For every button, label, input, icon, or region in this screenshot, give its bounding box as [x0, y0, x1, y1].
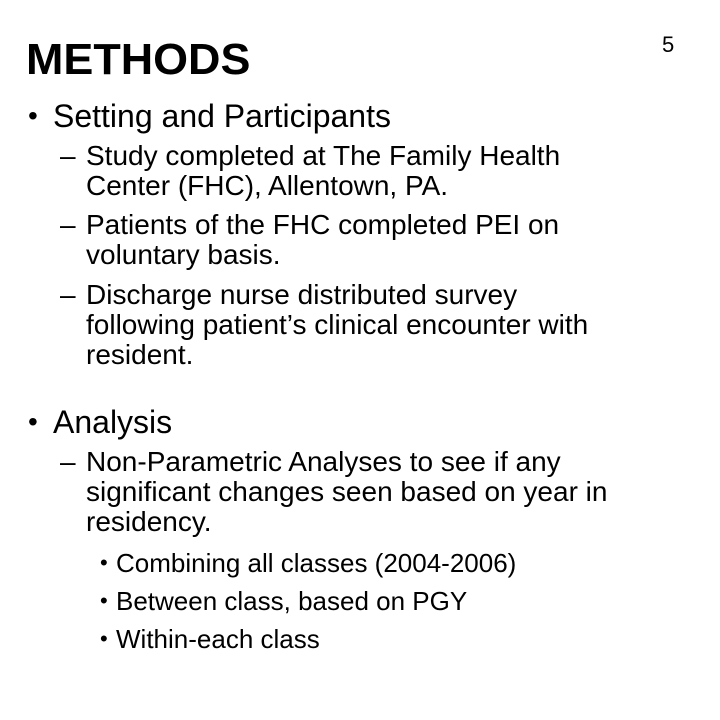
section-heading-text: Setting and Participants	[53, 98, 391, 134]
text-line: significant changes seen based on year in	[86, 476, 608, 507]
page-number: 5	[662, 32, 675, 57]
list-item-text	[86, 447, 607, 537]
text-line: Patients of the FHC completed PEI on	[86, 209, 560, 240]
dash-icon: –	[60, 446, 76, 477]
slide-title: METHODS	[26, 35, 251, 84]
bullet-icon: •	[28, 406, 38, 437]
subitem-text: Within-each class	[116, 624, 320, 654]
text-line: Discharge nurse distributed survey	[86, 279, 518, 310]
bullet-icon: •	[100, 588, 108, 613]
dash-icon: –	[60, 209, 76, 240]
text-line: residency.	[86, 506, 212, 537]
list-item-text	[86, 210, 559, 270]
bullet-icon: •	[100, 550, 108, 575]
text-line: Study completed at The Family Health	[86, 140, 561, 171]
bullet-icon: •	[28, 100, 38, 131]
dash-icon: –	[60, 140, 76, 171]
dash-icon: –	[60, 279, 76, 310]
list-item-text	[86, 141, 560, 201]
text-line: following patient’s clinical encounter with	[86, 309, 589, 340]
section-heading-text: Analysis	[53, 404, 173, 440]
text-line: Center (FHC), Allentown, PA.	[86, 170, 449, 201]
subitem-text: Between class, based on PGY	[116, 586, 468, 616]
text-line: voluntary basis.	[86, 239, 281, 270]
text-line: Non-Parametric Analyses to see if any	[86, 446, 561, 477]
subitem-text: Combining all classes (2004-2006)	[116, 548, 517, 578]
text-line: resident.	[86, 339, 194, 370]
list-item-text	[86, 280, 588, 370]
bullet-icon: •	[100, 626, 108, 651]
